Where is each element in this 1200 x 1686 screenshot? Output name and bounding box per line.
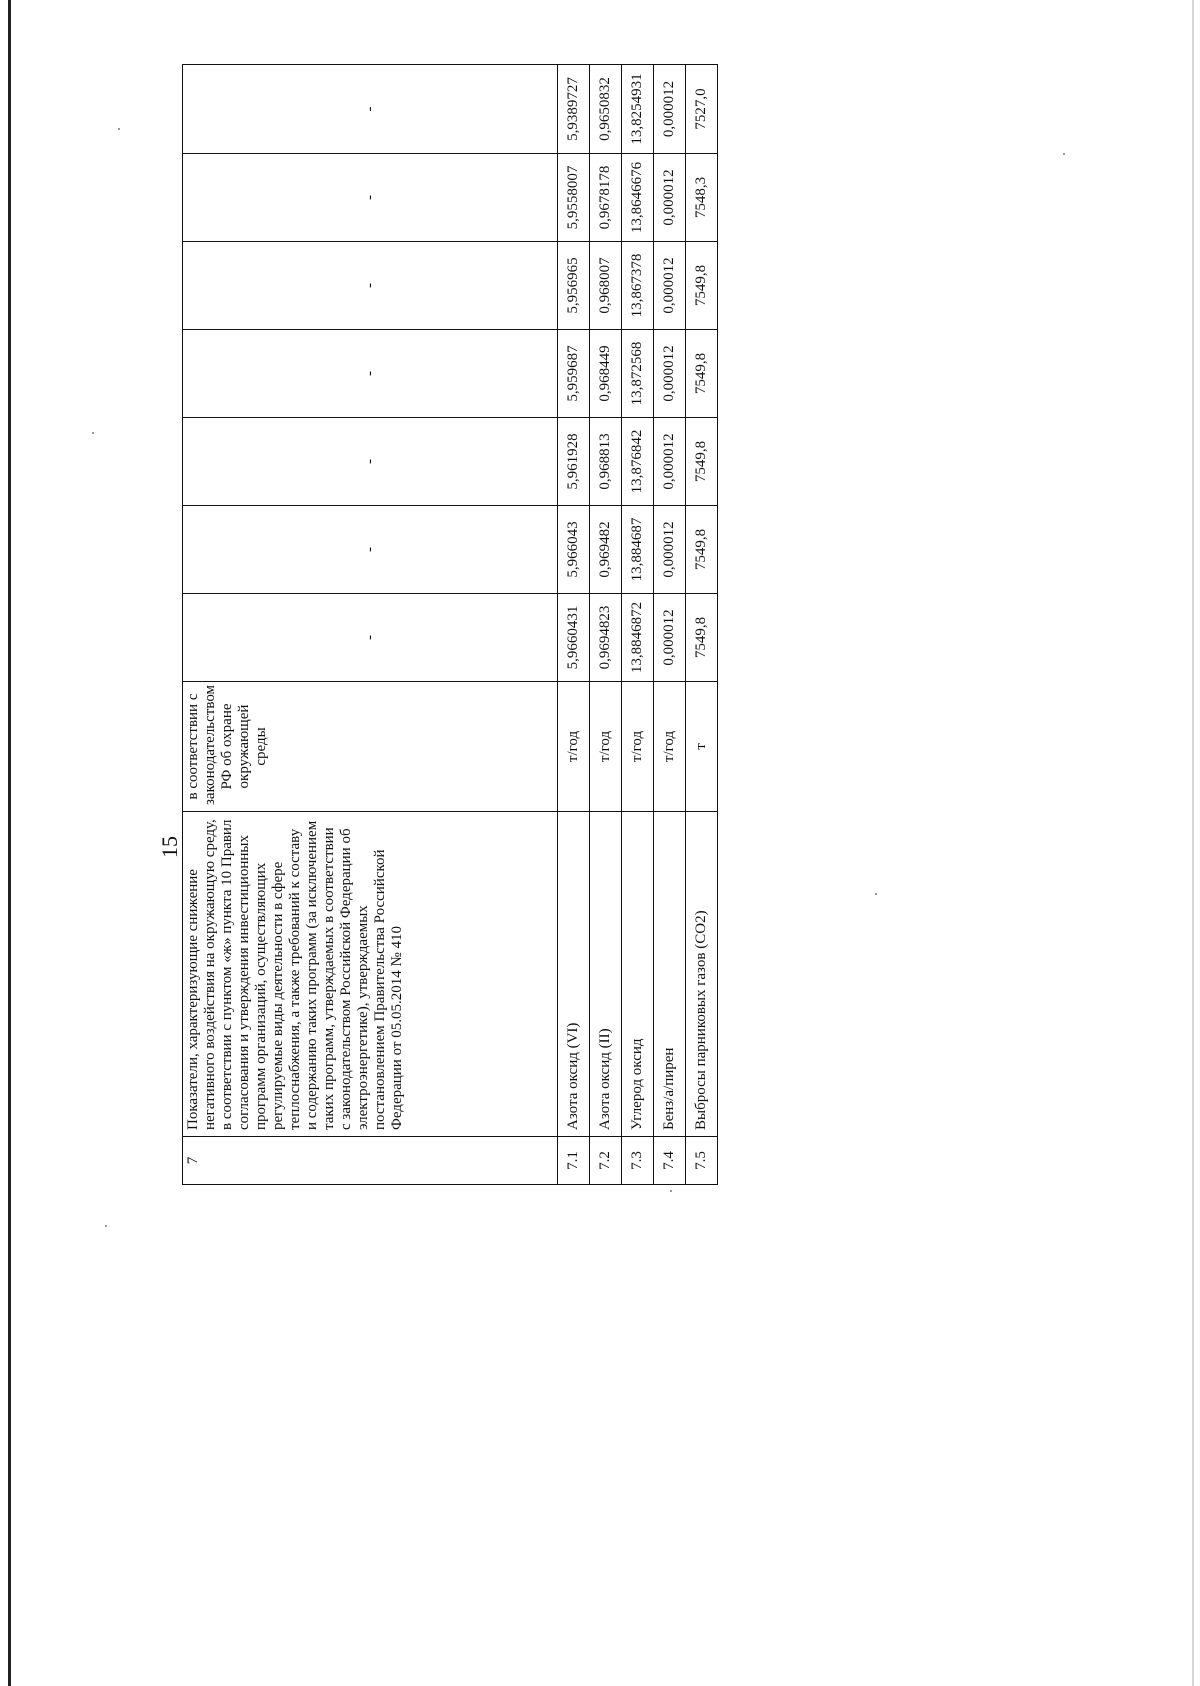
table-row (622, 65, 654, 1185)
row-number-cell: 7.5 (686, 1137, 718, 1185)
value-cell: 5,966043 (558, 506, 590, 594)
value-cell: 0,000012 (654, 330, 686, 418)
table-row (590, 65, 622, 1185)
indicator-name-cell: Углерод оксид (622, 812, 654, 1137)
indicator-name-cell: Бенз/а/пирен (654, 812, 686, 1137)
scan-speck (875, 893, 877, 895)
row-number-cell: 7.2 (590, 1137, 622, 1185)
value-cell: 0,968007 (590, 242, 622, 330)
row-number-cell: 7.3 (622, 1137, 654, 1185)
table-container (182, 65, 709, 1185)
indicators-table-rotated (182, 65, 709, 1185)
unit-cell: т/год (654, 682, 686, 812)
page-number: 15 (157, 836, 182, 858)
value-cell: 5,9558007 (558, 154, 590, 242)
value-cell: 7527,0 (686, 65, 718, 154)
scan-speck (670, 1190, 672, 1192)
value-cell: 13,8846872 (622, 594, 654, 682)
row-number-cell: 7.4 (654, 1137, 686, 1185)
value-cell: 0,9650832 (590, 65, 622, 154)
table-row (558, 65, 590, 1185)
value-cell: 0,969482 (590, 506, 622, 594)
row-number-cell: 7.1 (558, 1137, 590, 1185)
indicator-name-cell: Выбросы парниковых газов (CO2) (686, 812, 718, 1137)
value-cell: - (183, 242, 558, 330)
value-cell: 0,000012 (654, 242, 686, 330)
value-cell: 0,000012 (654, 418, 686, 506)
unit-cell: в соответствии с законодательством РФ об охране окружающей среды (183, 682, 558, 812)
indicators-table (182, 64, 718, 1185)
unit-cell: т/год (622, 682, 654, 812)
scan-border-right (1192, 0, 1194, 1686)
scan-border-left (8, 0, 11, 1686)
scan-speck (1063, 153, 1065, 155)
scan-speck (118, 128, 120, 130)
value-cell: 0,000012 (654, 506, 686, 594)
unit-cell: т/год (558, 682, 590, 812)
unit-cell: т (686, 682, 718, 812)
value-cell: 13,8646676 (622, 154, 654, 242)
value-cell: 7549,8 (686, 418, 718, 506)
row-number-cell: 7 (183, 1137, 558, 1185)
value-cell: 0,968449 (590, 330, 622, 418)
scan-speck (105, 1225, 107, 1227)
value-cell: 13,876842 (622, 418, 654, 506)
value-cell: 7549,8 (686, 242, 718, 330)
value-cell: 5,956965 (558, 242, 590, 330)
table-row (654, 65, 686, 1185)
value-cell: 13,872568 (622, 330, 654, 418)
value-cell: 5,959687 (558, 330, 590, 418)
value-cell: 7548,3 (686, 154, 718, 242)
value-cell: - (183, 154, 558, 242)
indicator-name-cell: Азота оксид (II) (590, 812, 622, 1137)
value-cell: 5,9389727 (558, 65, 590, 154)
value-cell: 13,884687 (622, 506, 654, 594)
value-cell: 0,000012 (654, 594, 686, 682)
value-cell: - (183, 594, 558, 682)
value-cell: 0,9694823 (590, 594, 622, 682)
value-cell: 5,961928 (558, 418, 590, 506)
value-cell: 7549,8 (686, 330, 718, 418)
indicator-name-cell: Азота оксид (VI) (558, 812, 590, 1137)
value-cell: 7549,8 (686, 506, 718, 594)
table-row (183, 65, 558, 1185)
value-cell: 13,8254931 (622, 65, 654, 154)
unit-cell: т/год (590, 682, 622, 812)
value-cell: - (183, 65, 558, 154)
scan-speck (92, 432, 94, 434)
value-cell: 5,9660431 (558, 594, 590, 682)
indicator-name-cell: Показатели, характеризующие снижение негативного воздействия на окружающую среду, в соответствии с пунктом «ж» пункта 10 Правил согласования и утверждения инвестиционных программ организаций, осуществляющих регулируемые виды деятельности в сфере теплоснабжения, а также требований к составу и содержанию таких программ (за исключением таких программ, утверждаемых в соответствии с законодательством Российской Федерации об электроэнергетике), утверждаемых постановлением Правительства Российской Федерации от 05.05.2014 № 410 (183, 812, 558, 1137)
value-cell: - (183, 418, 558, 506)
value-cell: 0,968813 (590, 418, 622, 506)
value-cell: 0,9678178 (590, 154, 622, 242)
value-cell: 0,000012 (654, 65, 686, 154)
value-cell: 0,000012 (654, 154, 686, 242)
table-row (686, 65, 718, 1185)
value-cell: - (183, 330, 558, 418)
value-cell: 7549,8 (686, 594, 718, 682)
value-cell: - (183, 506, 558, 594)
value-cell: 13,867378 (622, 242, 654, 330)
